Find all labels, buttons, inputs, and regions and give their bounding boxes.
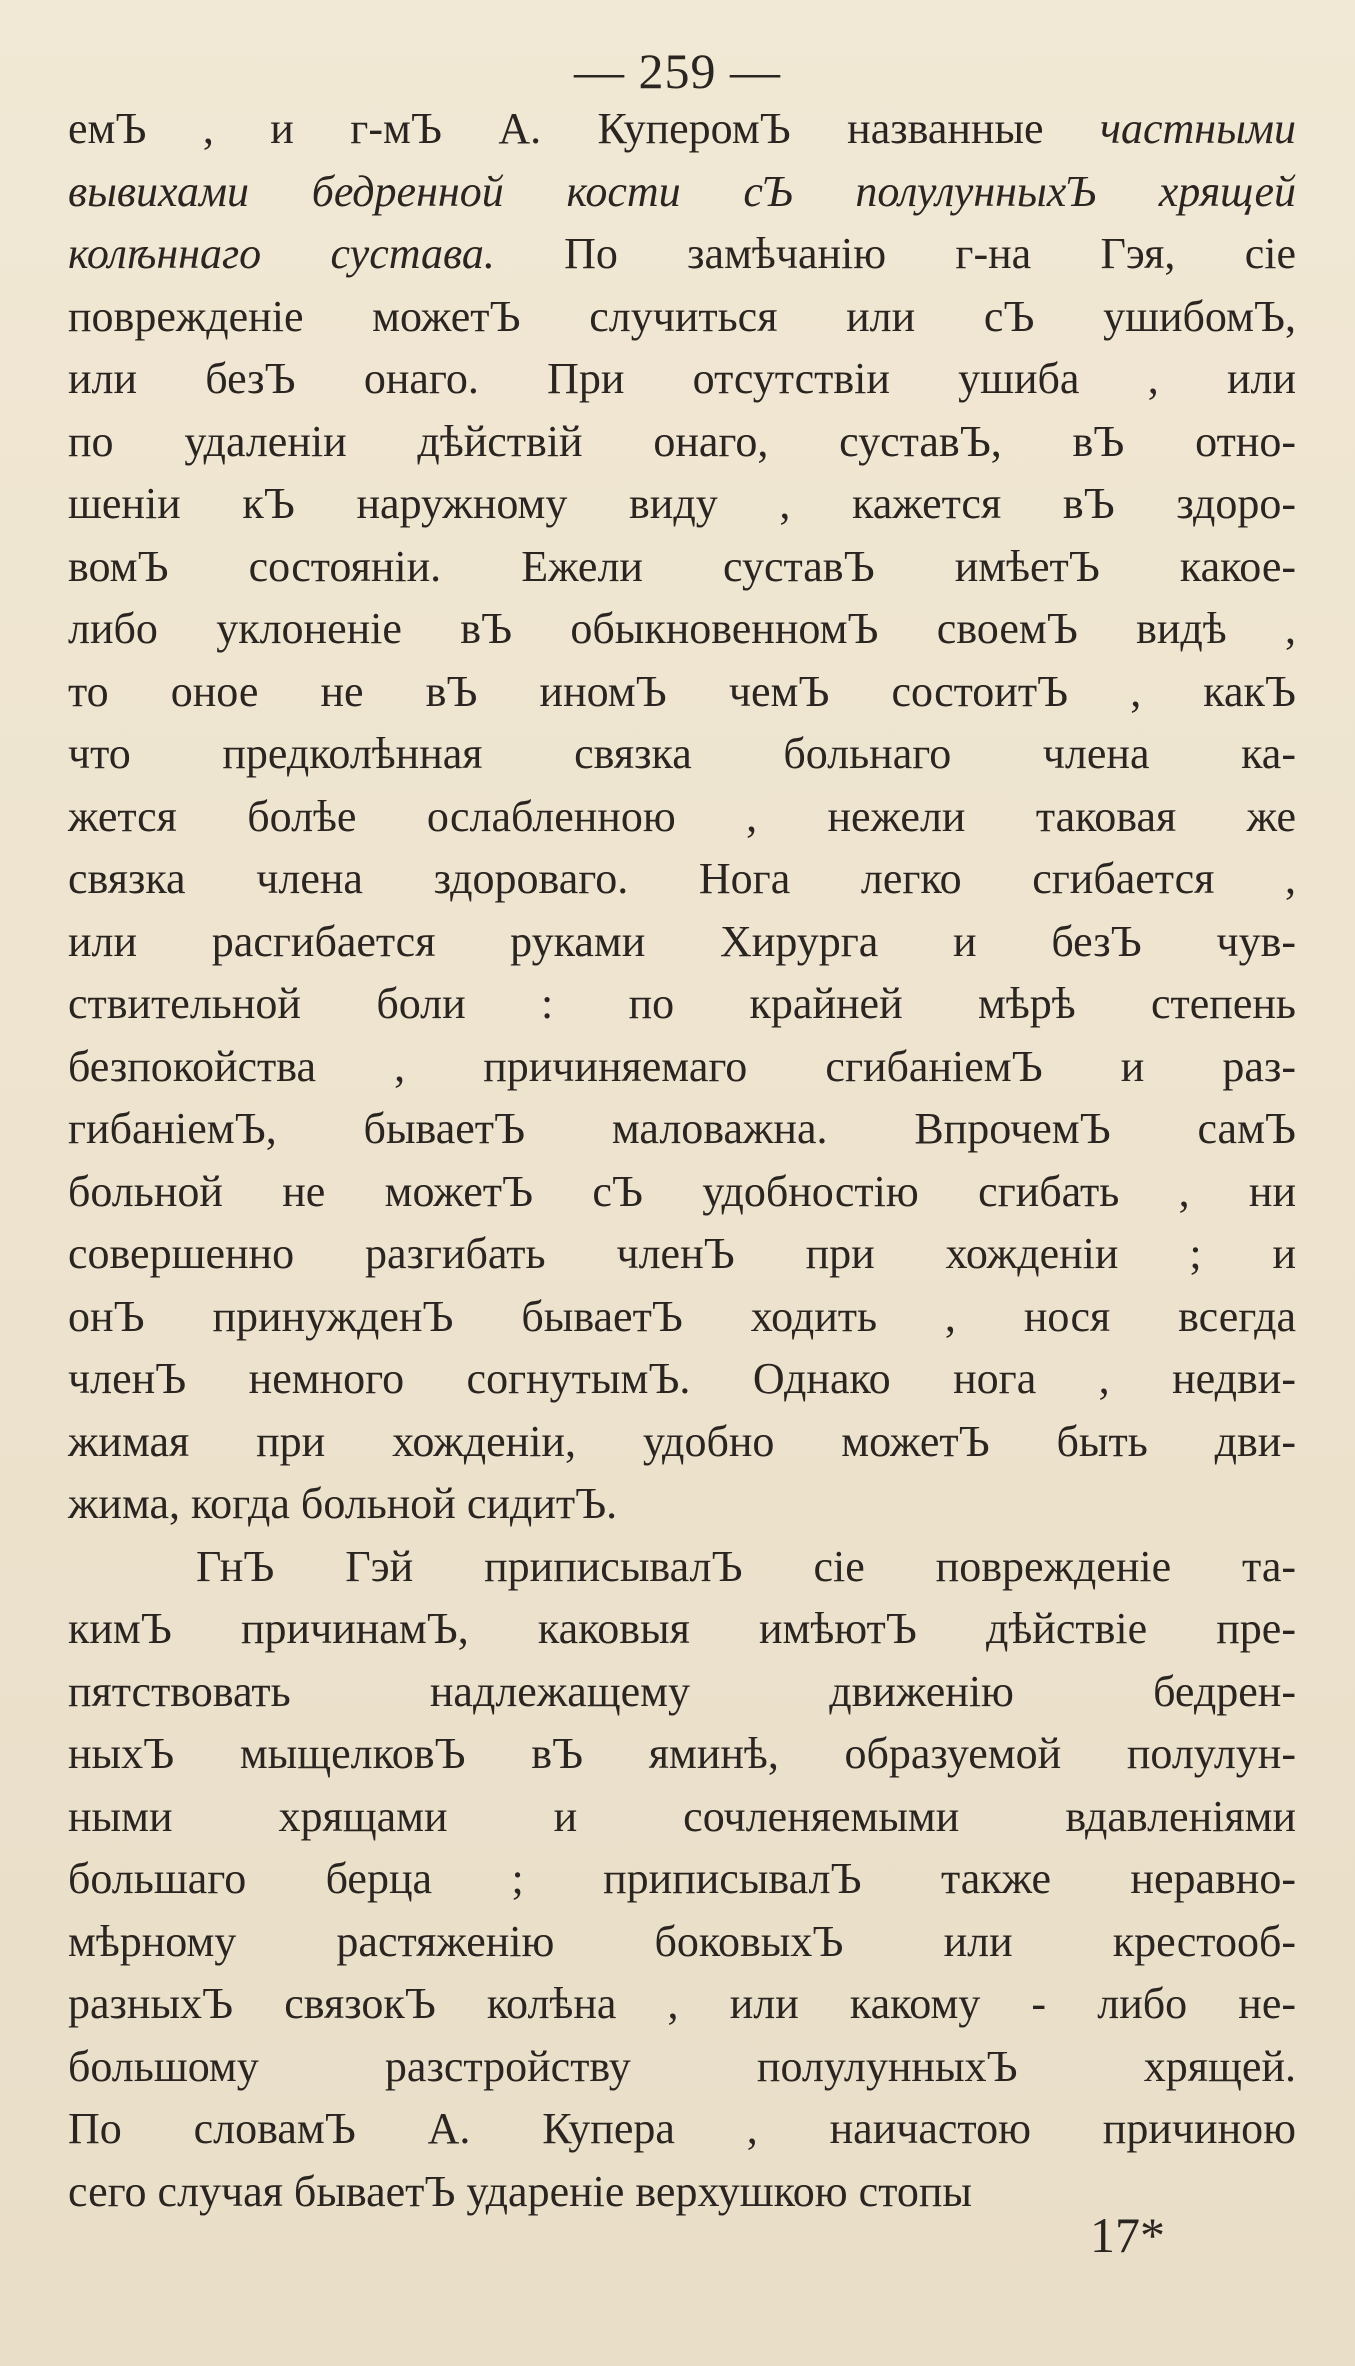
text-segment: ными хрящами и сочленяемыми вдавленіями xyxy=(68,1791,1296,1841)
body-text xyxy=(68,98,1296,2223)
page-number: — 259 — xyxy=(574,43,781,99)
text-segment: жется болѣе ослабленною , нежели таковая же xyxy=(68,791,1296,841)
text-segment: жимая при хожденіи, удобно можетЪ быть дви- xyxy=(68,1416,1296,1466)
text-line xyxy=(68,1911,1296,1974)
text-segment: то оное не вЪ иномЪ чемЪ состоитЪ , какЪ xyxy=(68,666,1296,716)
text-line xyxy=(68,1098,1296,1161)
text-segment: ныхЪ мыщелковЪ вЪ яминѣ, образуемой полулун- xyxy=(68,1729,1296,1778)
text-line xyxy=(68,2098,1296,2161)
text-line xyxy=(68,2036,1296,2099)
text-line xyxy=(68,1723,1296,1786)
text-segment: гибаніемЪ, бываетЪ маловажна. ВпрочемЪ самЪ xyxy=(68,1104,1296,1153)
text-segment: мѣрному растяженію боковыхЪ или крестооб- xyxy=(68,1916,1296,1966)
text-segment: сего случая бываетЪ удареніе верхушкою стопы xyxy=(68,2166,972,2216)
text-line xyxy=(68,786,1296,849)
text-segment: кимЪ причинамЪ, каковыя имѣютЪ дѣйствіе пре- xyxy=(68,1604,1296,1653)
text-segment: жима, когда больной сидитЪ. xyxy=(68,1479,618,1528)
italic-text-segment: вывихами бедренной кости сЪ полулунныхЪ хрящей xyxy=(68,166,1296,216)
text-segment: разныхЪ связокЪ колѣна , или какому - либо не- xyxy=(68,1979,1296,2028)
text-segment: пятствовать надлежащему движенію бедрен- xyxy=(68,1666,1296,1716)
text-segment: По замѣчанію г-на Гэя, сіе xyxy=(494,229,1296,278)
text-segment: больной не можетЪ сЪ удобностію сгибать , ни xyxy=(68,1166,1296,1216)
text-segment: либо уклоненіе вЪ обыкновенномЪ своемЪ видѣ , xyxy=(68,604,1296,653)
text-line xyxy=(68,598,1296,661)
text-line xyxy=(68,723,1296,786)
text-segment: членЪ немного согнутымЪ. Однако нога , недви- xyxy=(68,1354,1296,1403)
text-segment: совершенно разгибать членЪ при хожденіи ; и xyxy=(68,1229,1296,1278)
text-line xyxy=(68,1536,1296,1599)
text-line xyxy=(68,1661,1296,1724)
text-line xyxy=(68,411,1296,474)
text-line xyxy=(68,286,1296,349)
catchword: 17* xyxy=(1090,2207,1165,2263)
italic-text-segment: частными xyxy=(1099,104,1296,153)
text-line xyxy=(68,1848,1296,1911)
text-line xyxy=(68,161,1296,224)
text-segment: поврежденіе можетЪ случиться или сЪ ушибомЪ, xyxy=(68,291,1296,341)
text-line xyxy=(68,1286,1296,1349)
text-segment: онЪ принужденЪ бываетЪ ходить , нося всегда xyxy=(68,1291,1296,1341)
text-segment: емЪ , и г-мЪ А. КуперомЪ названные xyxy=(68,104,1100,153)
text-segment: что предколѣнная связка больнаго члена ка- xyxy=(68,729,1296,778)
text-line xyxy=(68,348,1296,411)
text-line xyxy=(68,1036,1296,1099)
text-segment: ГнЪ Гэй приписывалЪ сіе поврежденіе та- xyxy=(196,1541,1296,1591)
text-segment: или безЪ онаго. При отсутствіи ушиба , или xyxy=(68,354,1296,403)
text-line xyxy=(68,1223,1296,1286)
text-segment: большаго берца ; приписывалЪ также неравно- xyxy=(68,1854,1296,1903)
text-line xyxy=(68,1786,1296,1849)
text-line xyxy=(68,1598,1296,1661)
text-segment: безпокойства , причиняемаго сгибаніемЪ и раз- xyxy=(68,1041,1296,1091)
text-segment: шеніи кЪ наружному виду , кажется вЪ здоро- xyxy=(68,479,1296,528)
text-line xyxy=(68,661,1296,724)
text-line xyxy=(68,1411,1296,1474)
text-segment: По словамЪ А. Купера , наичастою причиною xyxy=(68,2104,1296,2153)
text-line xyxy=(68,1348,1296,1411)
text-line xyxy=(68,223,1296,286)
text-segment: или расгибается руками Хирурга и безЪ чув- xyxy=(68,916,1296,966)
text-line xyxy=(68,98,1296,161)
text-segment: по удаленіи дѣйствій онаго, суставЪ, вЪ отно- xyxy=(68,416,1296,466)
text-line xyxy=(68,848,1296,911)
text-segment: большому разстройству полулунныхЪ хрящей. xyxy=(68,2041,1296,2091)
text-line xyxy=(68,973,1296,1036)
text-line xyxy=(68,1473,1296,1536)
text-line xyxy=(68,1161,1296,1224)
text-segment: ствительной боли : по крайней мѣрѣ степень xyxy=(68,979,1296,1028)
text-segment: связка члена здороваго. Нога легко сгибается , xyxy=(68,854,1296,903)
italic-text-segment: колѣннаго сустава. xyxy=(68,229,495,278)
text-line xyxy=(68,473,1296,536)
text-line xyxy=(68,1973,1296,2036)
text-line xyxy=(68,536,1296,599)
text-line xyxy=(68,911,1296,974)
text-segment: вомЪ состояніи. Ежели суставЪ имѣетЪ какое- xyxy=(68,541,1296,591)
